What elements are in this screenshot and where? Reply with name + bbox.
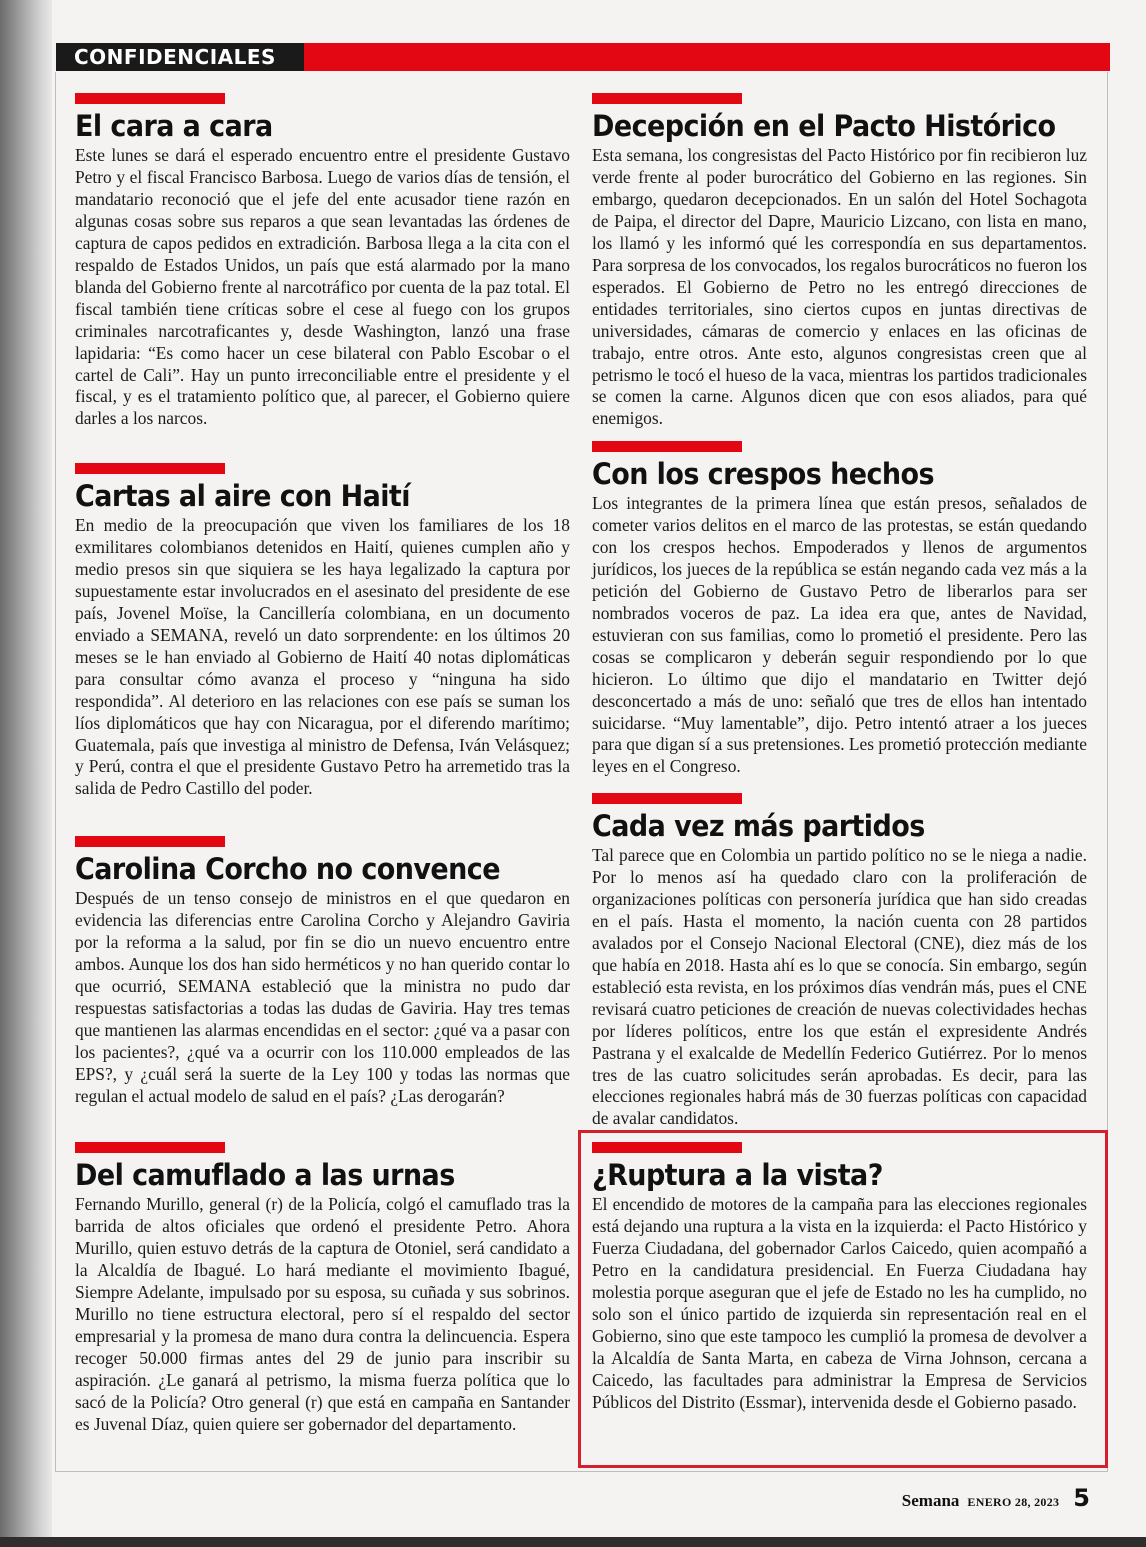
article-crespos-hechos: [592, 441, 1087, 778]
article-carolina-corcho: [75, 836, 570, 1108]
page-spine-shadow: [0, 0, 52, 1547]
article-body: Los integrantes de la primera línea que están presos, señalados de cometer varios delitos en el marco de las protestas, se están quedando con los crespos hechos. Empoderados y llenos de argumentos jurídicos, los jueces de la república se están negando cada vez más a la petición del Gobierno de Gustavo Petro de liberarlos para ser nombrados voceros de paz. La idea era que, antes de Navidad, estuvieran con sus familias, como lo prometió el presidente. Pero las cosas se complicaron y deberán seguir respondiendo por lo que hicieron. Lo último que dijo el mandatario en Twitter dejó desconcertado a más de uno: señaló que tres de ellos han intentado suicidarse. “Muy lamentable”, dijo. Petro intentó atraer a los jueces para que digan sí a sus pretensiones. Les prometió protección mediante leyes en el Congreso.: [592, 493, 1087, 777]
page-number: 5: [1073, 1484, 1090, 1512]
article-rule: [75, 93, 225, 104]
article-headline: Decepción en el Pacto Histórico: [592, 109, 1056, 143]
bottom-shadow: [0, 1537, 1146, 1547]
page-footer: [902, 1484, 1090, 1514]
article-body: Fernando Murillo, general (r) de la Policía, colgó el camuflado tras la barrida de altos oficiales que ordenó el presidente Petro. Ahora Murillo, quien estuvo detrás de la captura de Otoniel, será candidato a la Alcaldía de Ibagué. Lo hará mediante el movimiento Ibagué, Siempre Adelante, impulsado por su esposa, su cuñada y sus sobrinos. Murillo no tiene estructura electoral, pero sí el respaldo del sector empresarial y la promesa de mano dura contra la delincuencia. Espera recoger 50.000 firmas antes del 29 de junio para inscribir su aspiración. ¿Le ganará al petrismo, la misma fuerza política que lo sacó de la Policía? Otro general (r) que está en campaña en Santander es Juvenal Díaz, quien quiere ser gobernador del departamento.: [75, 1194, 570, 1434]
article-decepcion-pacto: [592, 93, 1087, 430]
article-headline: Cartas al aire con Haití: [75, 479, 410, 513]
article-el-cara-a-cara: [75, 93, 570, 430]
article-body: En medio de la preocupación que viven los familiares de los 18 exmilitares colombianos detenidos en Haití, quienes cumplen año y medio presos sin que siquiera se les haya legalizado la captura por supuestamente estar involucrados en el asesinato del presidente de ese país, Jovenel Moïse, la Cancillería colombiana, en un documento enviado a SEMANA, reveló un dato sorprendente: en los últimos 20 meses se le han enviado al Gobierno de Haití 40 notas diplomáticas para consultar cómo avanza el proceso y “ninguna ha sido respondida”. Al deterioro en las relaciones con ese país se suman los líos diplomáticos que hay con Nicaragua, por el diferendo marítimo; Guatemala, país que investiga al ministro de Defensa, Iván Velásquez; y Perú, contra el que el presidente Gustavo Petro ha arremetido tras la salida de Pedro Castillo del poder.: [75, 515, 570, 799]
article-cartas-haiti: [75, 463, 570, 800]
section-label: CONFIDENCIALES: [56, 43, 304, 71]
article-ruptura-vista: [592, 1142, 1087, 1414]
article-headline: Cada vez más partidos: [592, 809, 925, 843]
magazine-name: Semana: [901, 1491, 960, 1510]
article-rule: [75, 1142, 225, 1153]
article-headline: Carolina Corcho no convence: [75, 852, 500, 886]
article-rule: [592, 93, 742, 104]
article-body: Después de un tenso consejo de ministros en el que quedaron en evidencia las diferencias entre Carolina Corcho y Alejandro Gaviria por la reforma a la salud, por fin se dio un nuevo encuentro entre ambos. Aunque los dos han sido herméticos y no han querido contar lo que ocurrió, SEMANA estableció que la ministra no pudo dar respuestas satisfactorias a todas las dudas de Gaviria. Hay tres temas que mantienen las alarmas encendidas en el sector: ¿qué va a pasar con los pacientes?, ¿qué va a ocurrir con los 110.000 empleados de las EPS?, y ¿cuál será la suerte de la Ley 100 y todas las normas que regulan el actual modelo de salud en el país? ¿Las derogarán?: [75, 888, 570, 1106]
article-rule: [75, 836, 225, 847]
article-mas-partidos: [592, 793, 1087, 1130]
article-headline: El cara a cara: [75, 109, 273, 143]
article-headline: Con los crespos hechos: [592, 457, 935, 491]
article-camuflado-urnas: [75, 1142, 570, 1435]
article-rule: [592, 793, 742, 804]
article-body: Esta semana, los congresistas del Pacto Histórico por fin recibieron luz verde frente al poder burocrático del Gobierno en las regiones. Sin embargo, quedaron decepcionados. En un salón del Hotel Sochagota de Paipa, el director del Dapre, Mauricio Lizcano, con lista en mano, los llamó y les informó qué les correspondía en sus departamentos. Para sorpresa de los convocados, los regalos burocráticos no fueron los esperados. El Gobierno de Petro no les entregó direcciones de entidades territoriales, sino ciertos cupos en juntas directivas de universidades, cámaras de comercio y enlaces en las oficinas de trabajo, entre otros. Ante esto, algunos congresistas creen que al petrismo le tocó el hueso de la vaca, mientras los partidos tradicionales se comen la carne. Algunos dicen que con esos aliados, para qué enemigos.: [592, 145, 1088, 429]
issue-date: ENERO 28, 2023: [967, 1495, 1060, 1509]
article-rule: [75, 463, 225, 474]
article-rule: [592, 441, 742, 452]
article-rule: [592, 1142, 742, 1153]
article-body: Tal parece que en Colombia un partido político no se le niega a nadie. Por lo menos así ha quedado claro con la proliferación de organizaciones políticas con personería jurídica que han sido creadas en el país. Hasta el momento, la nación cuenta con 28 partidos avalados por el Consejo Nacional Electoral (CNE), diez más de los que había en 2018. Hasta ahí es lo que se conocía. Sin embargo, según estableció esta revista, en los próximos días vendrán más, pues el CNE revisará cuatro peticiones de creación de nuevas colectividades hechas por líderes políticos, entre los que están el expresidente Andrés Pastrana y el exalcalde de Medellín Federico Gutiérrez. Por lo menos tres de las cuatro solicitudes serán aprobadas. Es decir, para las elecciones regionales habrá más de 30 fuerzas políticas con capacidad de avalar candidatos.: [592, 845, 1087, 1129]
article-headline: ¿Ruptura a la vista?: [592, 1158, 883, 1192]
article-body: Este lunes se dará el esperado encuentro entre el presidente Gustavo Petro y el fiscal Francisco Barbosa. Luego de varios días de tensión, el mandatario reconoció que el jefe del ente acusador tiene razón en algunas cosas sobre sus reparos a que sean levantadas las órdenes de captura de capos pedidos en extradición. Barbosa llega a la cita con el respaldo de Estados Unidos, un país que está alarmado por la mano blanda del Gobierno frente al narcotráfico por cuenta de la paz total. El fiscal también tiene críticas sobre el cese al fuego con los grupos criminales narcotraficantes y, desde Washington, lanzó una frase lapidaria: “Es como hacer un cese bilateral con Pablo Escobar o el cartel de Cali”. Hay un punto irreconciliable entre el presidente y el fiscal, y es el tratamiento político que, al parecer, el Gobierno quiere darles a los narcos.: [75, 145, 570, 429]
article-headline: Del camuflado a las urnas: [75, 1158, 455, 1192]
article-body: El encendido de motores de la campaña para las elecciones regionales está dejando una ruptura a la vista en la izquierda: el Pacto Histórico y Fuerza Ciudadana, del gobernador Carlos Caicedo, quien acompañó a Petro en la candidatura presidencial. En Fuerza Ciudadana hay molestia porque aseguran que el jefe de Estado no les ha cumplido, no solo son el único partido de izquierda sin representación real en el Gobierno, sino que este tampoco les cumplió la promesa de devolver a la Alcaldía de Santa Marta, en cabeza de Virna Johnson, cercana a Caicedo, las facultades para administrar la Empresa de Servicios Públicos del Distrito (Essmar), intervenida desde el Gobierno pasado.: [592, 1194, 1087, 1412]
